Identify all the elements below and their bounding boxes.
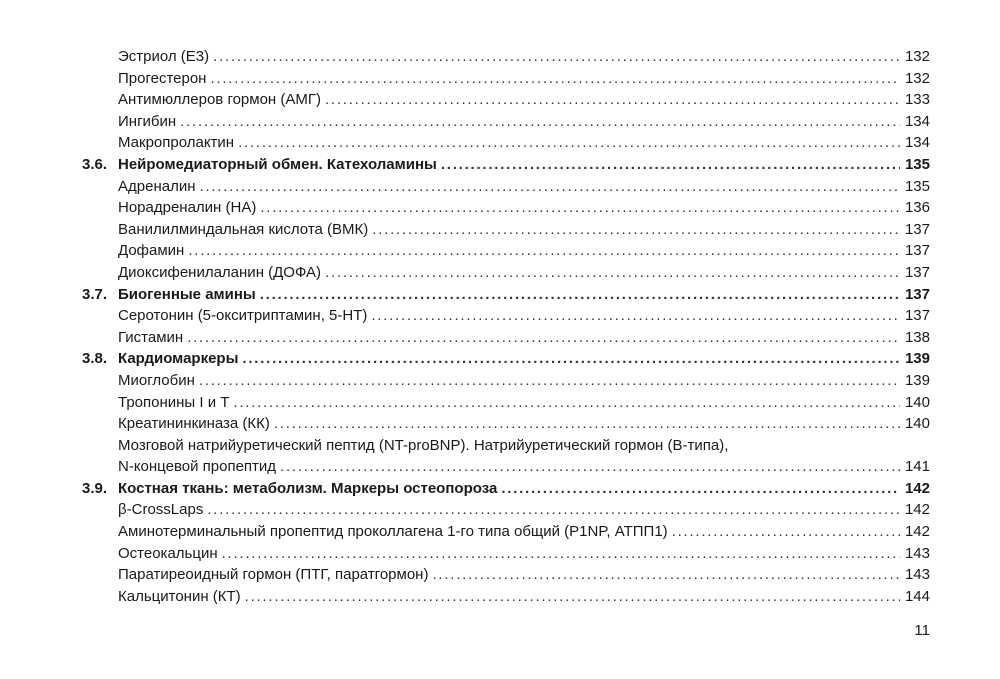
toc-page-number: 144 <box>904 587 930 605</box>
toc-page-number: 140 <box>904 393 930 411</box>
toc-entry-row[interactable] <box>0 240 1000 262</box>
toc-entry-text <box>118 456 900 478</box>
toc-entry-label: Диоксифенилаланин (ДОФА) <box>118 262 325 284</box>
toc-entry-text <box>118 89 900 111</box>
toc-page-number: 138 <box>904 328 930 346</box>
toc-entry-text <box>118 413 900 435</box>
toc-entry-label: Остеокальцин <box>118 543 222 565</box>
dot-leader <box>187 327 900 349</box>
toc-entry-text <box>118 154 900 176</box>
dot-leader <box>432 564 900 586</box>
toc-page-number: 137 <box>904 285 930 303</box>
toc-entry-row[interactable] <box>0 564 1000 586</box>
toc-page-number: 136 <box>904 199 930 217</box>
toc-entry-text <box>118 219 900 241</box>
dot-leader <box>274 413 900 435</box>
toc-entry-row[interactable] <box>0 176 1000 198</box>
dot-leader <box>501 478 900 500</box>
toc-entry-row[interactable] <box>0 132 1000 154</box>
toc-entry-text <box>118 111 900 133</box>
toc-entry-text <box>118 240 900 262</box>
toc-entry-row[interactable] <box>0 392 1000 414</box>
toc-entry-text <box>118 132 900 154</box>
toc-entry-text <box>118 478 900 500</box>
toc-entry-row[interactable] <box>0 499 1000 521</box>
toc-entry-row[interactable] <box>0 46 1000 68</box>
toc-entry-text <box>118 435 900 457</box>
dot-leader <box>372 219 900 241</box>
dot-leader <box>233 392 900 414</box>
section-number: 3.7. <box>82 285 108 303</box>
toc-entry-row[interactable] <box>0 305 1000 327</box>
toc-entry-text <box>118 586 900 608</box>
toc-entry-text <box>118 176 900 198</box>
toc-page-number: 134 <box>904 134 930 152</box>
toc-page-number: 139 <box>904 350 930 368</box>
toc-page-number: 139 <box>904 371 930 389</box>
toc-entry-label: Кальцитонин (КТ) <box>118 586 245 608</box>
toc-section-row[interactable] <box>0 154 1000 176</box>
toc-page-number: 141 <box>904 458 930 476</box>
toc-page-number: 137 <box>904 220 930 238</box>
toc-page-number: 132 <box>904 69 930 87</box>
toc-entry-label: Норадреналин (НА) <box>118 197 260 219</box>
section-number: 3.8. <box>82 350 108 368</box>
dot-leader <box>238 132 900 154</box>
dot-leader <box>441 154 900 176</box>
toc-entry-row[interactable] <box>0 89 1000 111</box>
dot-leader <box>325 89 900 111</box>
dot-leader <box>222 543 900 565</box>
toc-entry-label: Гистамин <box>118 327 187 349</box>
toc-entry-label: Биогенные амины <box>118 284 260 306</box>
toc-entry-label: Тропонины I и T <box>118 392 233 414</box>
toc-page-number: 142 <box>904 479 930 497</box>
toc-entry-row[interactable] <box>0 521 1000 543</box>
dot-leader <box>280 456 900 478</box>
dot-leader <box>213 46 900 68</box>
toc-section-row[interactable] <box>0 348 1000 370</box>
toc-entry-label: Костная ткань: метаболизм. Маркеры остеопороза <box>118 478 501 500</box>
toc-page-number: 134 <box>904 112 930 130</box>
toc-entry-row[interactable] <box>0 456 1000 478</box>
section-number: 3.6. <box>82 155 108 173</box>
toc-entry-label: Ванилилминдальная кислота (ВМК) <box>118 219 372 241</box>
toc-entry-label: Эстриол (Е3) <box>118 46 213 68</box>
section-number: 3.9. <box>82 479 108 497</box>
toc-page-number: 137 <box>904 263 930 281</box>
toc-entry-label: β-CrossLaps <box>118 499 207 521</box>
toc-entry-text <box>118 521 900 543</box>
toc-page-number: 142 <box>904 501 930 519</box>
toc-section-row[interactable] <box>0 478 1000 500</box>
toc-entry-label: Прогестерон <box>118 68 210 90</box>
toc-entry-row[interactable] <box>0 543 1000 565</box>
toc-entry-label: Аминотерминальный пропептид проколлагена 1-го типа общий (P1NP, АТПП1) <box>118 521 672 543</box>
toc-entry-row[interactable] <box>0 111 1000 133</box>
toc-entry-text <box>118 305 900 327</box>
dot-leader <box>199 370 900 392</box>
dot-leader <box>210 68 900 90</box>
toc-entry-label: Миоглобин <box>118 370 199 392</box>
dot-leader <box>260 284 900 306</box>
toc-entry-text <box>118 499 900 521</box>
toc-entry-label: Ингибин <box>118 111 180 133</box>
toc-entry-label: Паратиреоидный гормон (ПТГ, паратгормон) <box>118 564 432 586</box>
dot-leader <box>199 176 900 198</box>
toc-entry-row[interactable] <box>0 327 1000 349</box>
toc-entry-label: Дофамин <box>118 240 188 262</box>
toc-entry-label: Антимюллеров гормон (АМГ) <box>118 89 325 111</box>
toc-page-number: 135 <box>904 155 930 173</box>
toc-page-number: 140 <box>904 415 930 433</box>
toc-page-number: 142 <box>904 523 930 541</box>
toc-page-number: 133 <box>904 91 930 109</box>
toc-entry-row[interactable] <box>0 68 1000 90</box>
page-number: 11 <box>914 622 930 639</box>
toc-entry-text <box>118 284 900 306</box>
toc-entry-label: Макропролактин <box>118 132 238 154</box>
toc-entry-text <box>118 46 900 68</box>
toc-page-number: 135 <box>904 177 930 195</box>
toc-entry-label: Креатининкиназа (КК) <box>118 413 274 435</box>
toc-entry-text <box>118 370 900 392</box>
toc-entry-label: Серотонин (5-окситриптамин, 5-НТ) <box>118 305 371 327</box>
toc-entry-text <box>118 543 900 565</box>
toc-page-number: 137 <box>904 242 930 260</box>
dot-leader <box>242 348 900 370</box>
dot-leader <box>188 240 900 262</box>
toc-entry-label: Кардиомаркеры <box>118 348 242 370</box>
toc-entry-row[interactable] <box>0 197 1000 219</box>
toc-entry-row[interactable] <box>0 370 1000 392</box>
toc-entry-label: Нейромедиаторный обмен. Катехоламины <box>118 154 441 176</box>
toc-entry-label: Адреналин <box>118 176 199 198</box>
toc-entry-row[interactable] <box>0 435 1000 457</box>
dot-leader <box>371 305 900 327</box>
toc-entry-row[interactable] <box>0 219 1000 241</box>
toc-entry-text <box>118 327 900 349</box>
toc-entry-text <box>118 197 900 219</box>
toc-page-number: 132 <box>904 48 930 65</box>
toc-entry-text <box>118 68 900 90</box>
toc-entry-label: N-концевой пропептид <box>118 456 280 478</box>
toc-page-number: 137 <box>904 307 930 325</box>
toc-entry-label: Мозговой натрийуретический пептид (NT-proBNP). Натрийуретический гормон (В-типа), <box>118 435 732 457</box>
dot-leader <box>672 521 900 543</box>
toc-entry-text <box>118 262 900 284</box>
toc-page-number: 143 <box>904 544 930 562</box>
dot-leader <box>245 586 900 608</box>
table-of-contents <box>0 46 1000 607</box>
dot-leader <box>260 197 900 219</box>
toc-entry-text <box>118 564 900 586</box>
dot-leader <box>325 262 900 284</box>
toc-section-row[interactable] <box>0 284 1000 306</box>
toc-entry-row[interactable] <box>0 413 1000 435</box>
dot-leader <box>180 111 900 133</box>
toc-entry-text <box>118 348 900 370</box>
dot-leader <box>207 499 900 521</box>
toc-entry-text <box>118 392 900 414</box>
toc-entry-row[interactable] <box>0 586 1000 608</box>
toc-page-number: 143 <box>904 566 930 584</box>
toc-entry-row[interactable] <box>0 262 1000 284</box>
